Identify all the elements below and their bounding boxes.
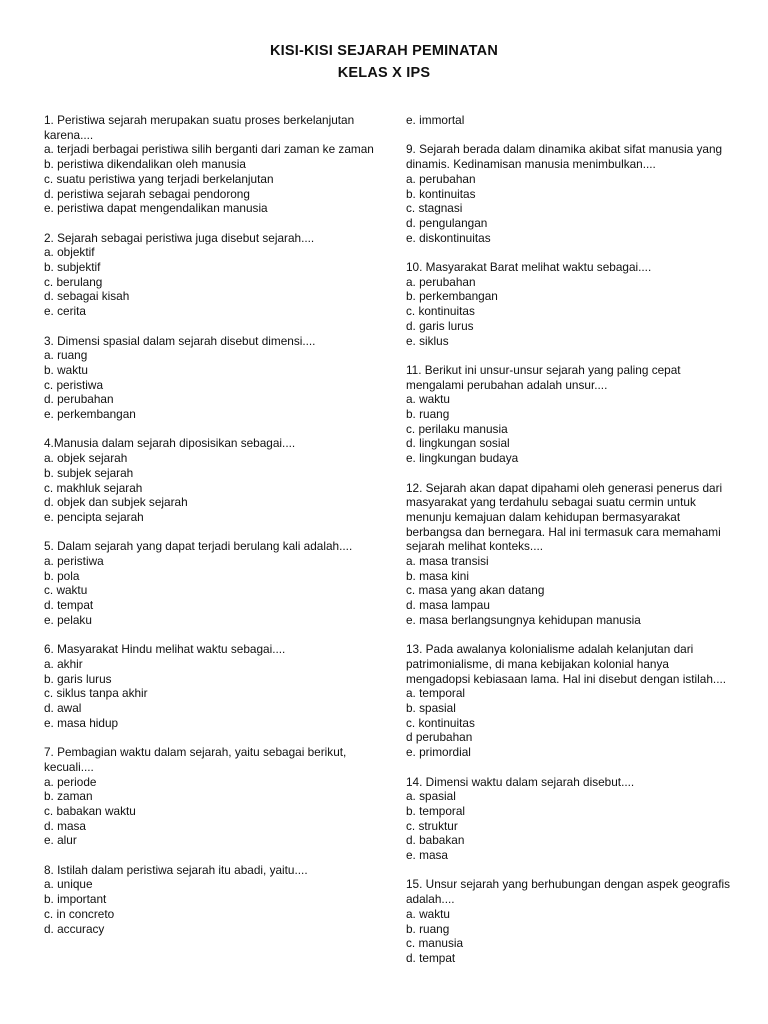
question-block xyxy=(406,775,736,863)
answer-option: a. objek sejarah xyxy=(44,451,128,466)
question-block xyxy=(406,142,736,245)
question-block xyxy=(44,231,374,319)
question-block xyxy=(406,481,736,628)
answer-option: c. in concreto xyxy=(44,906,115,921)
answer-option: c. waktu xyxy=(44,583,88,598)
answer-option: c. masa yang akan datang xyxy=(406,583,545,598)
question-stem: 5. Dalam sejarah yang dapat terjadi berulang kali adalah.... xyxy=(44,539,353,554)
answer-option: d. tempat xyxy=(406,950,456,965)
answer-option: b. peristiwa dikendalikan oleh manusia xyxy=(44,157,246,172)
question-block xyxy=(406,260,736,348)
answer-option: a. periode xyxy=(44,774,97,789)
answer-option: e. pencipta sejarah xyxy=(44,509,144,524)
answer-option: a. peristiwa xyxy=(44,554,104,569)
answer-option: e. lingkungan budaya xyxy=(406,451,519,466)
answer-option: c. kontinuitas xyxy=(406,715,475,730)
answer-option: c. peristiwa xyxy=(44,377,104,392)
answer-option: b. ruang xyxy=(406,407,450,422)
answer-option: a. temporal xyxy=(406,686,466,701)
answer-option: b. kontinuitas xyxy=(406,186,476,201)
right-question-column xyxy=(406,113,736,980)
question-stem: 9. Sejarah berada dalam dinamika akibat sifat manusia yang dinamis. Kedinamisan manusia menimbulkan.... xyxy=(406,142,723,172)
document-header xyxy=(0,40,768,84)
answer-option: a. terjadi berbagai peristiwa silih berganti dari zaman ke zaman xyxy=(44,142,374,157)
answer-option: b. perkembangan xyxy=(406,289,498,304)
answer-option: a. waktu xyxy=(406,906,450,921)
answer-option: e. immortal xyxy=(406,113,465,127)
answer-option: d. tempat xyxy=(44,598,94,613)
answer-option: e. diskontinuitas xyxy=(406,230,491,245)
answer-option: d. garis lurus xyxy=(406,318,474,333)
answer-option: d. lingkungan sosial xyxy=(406,436,510,451)
document-title: KISI-KISI SEJARAH PEMINATAN xyxy=(269,43,499,59)
answer-option: e. alur xyxy=(44,833,77,848)
answer-option: b. subjektif xyxy=(44,260,101,275)
answer-option: a. akhir xyxy=(44,656,83,671)
question-stem: 2. Sejarah sebagai peristiwa juga disebut sejarah.... xyxy=(44,230,315,245)
answer-option: b. ruang xyxy=(406,921,450,936)
answer-option: a. perubahan xyxy=(406,171,476,186)
answer-option: c. suatu peristiwa yang terjadi berkelanjutan xyxy=(44,171,274,186)
answer-option: e. primordial xyxy=(406,745,471,760)
answer-option: e. cerita xyxy=(44,304,86,319)
answer-option: b. important xyxy=(44,892,107,907)
left-question-column xyxy=(44,113,374,951)
answer-option: b. spasial xyxy=(406,701,456,716)
answer-option: d. babakan xyxy=(406,833,465,848)
question-block xyxy=(44,113,374,216)
question-block xyxy=(406,877,736,965)
question-block xyxy=(44,436,374,524)
answer-option: d. pengulangan xyxy=(406,215,488,230)
answer-option: a. masa transisi xyxy=(406,554,489,569)
answer-option: c. babakan waktu xyxy=(44,803,136,818)
answer-option: c. struktur xyxy=(406,818,458,833)
question-stem: 6. Masyarakat Hindu melihat waktu sebagai.... xyxy=(44,642,286,657)
question-stem: 10. Masyarakat Barat melihat waktu sebagai.... xyxy=(406,260,652,274)
answer-option: d. peristiwa sejarah sebagai pendorong xyxy=(44,186,250,201)
answer-option: d. awal xyxy=(44,701,82,716)
answer-option: b. masa kini xyxy=(406,568,469,583)
question-block xyxy=(44,642,374,730)
answer-option: e. siklus xyxy=(406,333,449,348)
question-stem: 14. Dimensi waktu dalam sejarah disebut.... xyxy=(406,774,635,789)
answer-option: a. spasial xyxy=(406,789,456,804)
answer-option: d. objek dan subjek sejarah xyxy=(44,495,188,510)
answer-option: a. ruang xyxy=(44,348,88,363)
question-block xyxy=(44,863,374,937)
answer-option: a. waktu xyxy=(406,392,450,407)
answer-option: c. perilaku manusia xyxy=(406,421,508,436)
answer-option: d. sebagai kisah xyxy=(44,289,130,304)
document-subtitle: KELAS X IPS xyxy=(337,65,431,81)
question-stem: 7. Pembagian waktu dalam sejarah, yaitu sebagai berikut, kecuali.... xyxy=(44,745,347,774)
answer-option: d. masa lampau xyxy=(406,598,490,613)
question-stem: 11. Berikut ini unsur-unsur sejarah yang paling cepat mengalami perubahan adalah unsur.... xyxy=(406,362,681,392)
answer-option: c. manusia xyxy=(406,936,464,951)
answer-option: e. masa xyxy=(406,848,448,863)
answer-option: e. perkembangan xyxy=(44,407,136,422)
question-block xyxy=(44,334,374,422)
answer-option: b. temporal xyxy=(406,803,466,818)
question-stem: 8. Istilah dalam peristiwa sejarah itu abadi, yaitu.... xyxy=(44,862,308,877)
answer-option: c. berulang xyxy=(44,274,103,289)
question-stem: 15. Unsur sejarah yang berhubungan dengan aspek geografis adalah.... xyxy=(406,877,730,907)
answer-option: e. peristiwa dapat mengendalikan manusia xyxy=(44,201,268,216)
question-stem: 13. Pada awalanya kolonialisme adalah kelanjutan dari patrimonialisme, di mana kebijakan kolonial hanya mengadopsi kebiasaan lama. Hal ini disebut dengan istilah.... xyxy=(406,642,727,686)
answer-option: b. zaman xyxy=(44,789,93,804)
answer-option: b. pola xyxy=(44,568,80,583)
answer-option: b. garis lurus xyxy=(44,671,112,686)
answer-option: e. masa berlangsungnya kehidupan manusia xyxy=(406,612,641,627)
answer-option: d. perubahan xyxy=(44,392,114,407)
question-stem: 4.Manusia dalam sejarah diposisikan sebagai.... xyxy=(44,436,296,451)
question-stem: 12. Sejarah akan dapat dipahami oleh generasi penerus dari masyarakat yang terdahulu sebagai suatu cermin untuk menunju kemajuan dalam kehidupan bermasyarakat berbangsa dan bernegara. Hal ini termasuk cara memahami sejarah melihat konteks.... xyxy=(406,480,723,554)
answer-option: c. makhluk sejarah xyxy=(44,480,143,495)
answer-option: c. siklus tanpa akhir xyxy=(44,686,148,701)
question-stem: 3. Dimensi spasial dalam sejarah disebut dimensi.... xyxy=(44,333,316,348)
question-block xyxy=(44,745,374,848)
answer-option: d. accuracy xyxy=(44,921,105,936)
question-block xyxy=(406,363,736,466)
answer-option: a. unique xyxy=(44,877,93,892)
answer-option: c. stagnasi xyxy=(406,201,463,216)
answer-option: d. masa xyxy=(44,818,86,833)
answer-option: d perubahan xyxy=(406,730,473,745)
answer-option: e. masa hidup xyxy=(44,715,119,730)
question-block xyxy=(406,642,736,760)
answer-option: a. objektif xyxy=(44,245,95,260)
question-block xyxy=(44,539,374,627)
question-block xyxy=(406,113,736,128)
answer-option: c. kontinuitas xyxy=(406,304,475,319)
answer-option: e. pelaku xyxy=(44,612,92,627)
question-stem: 1. Peristiwa sejarah merupakan suatu proses berkelanjutan karena.... xyxy=(44,113,355,142)
answer-option: b. subjek sejarah xyxy=(44,465,134,480)
answer-option: a. perubahan xyxy=(406,274,476,289)
answer-option: b. waktu xyxy=(44,362,88,377)
